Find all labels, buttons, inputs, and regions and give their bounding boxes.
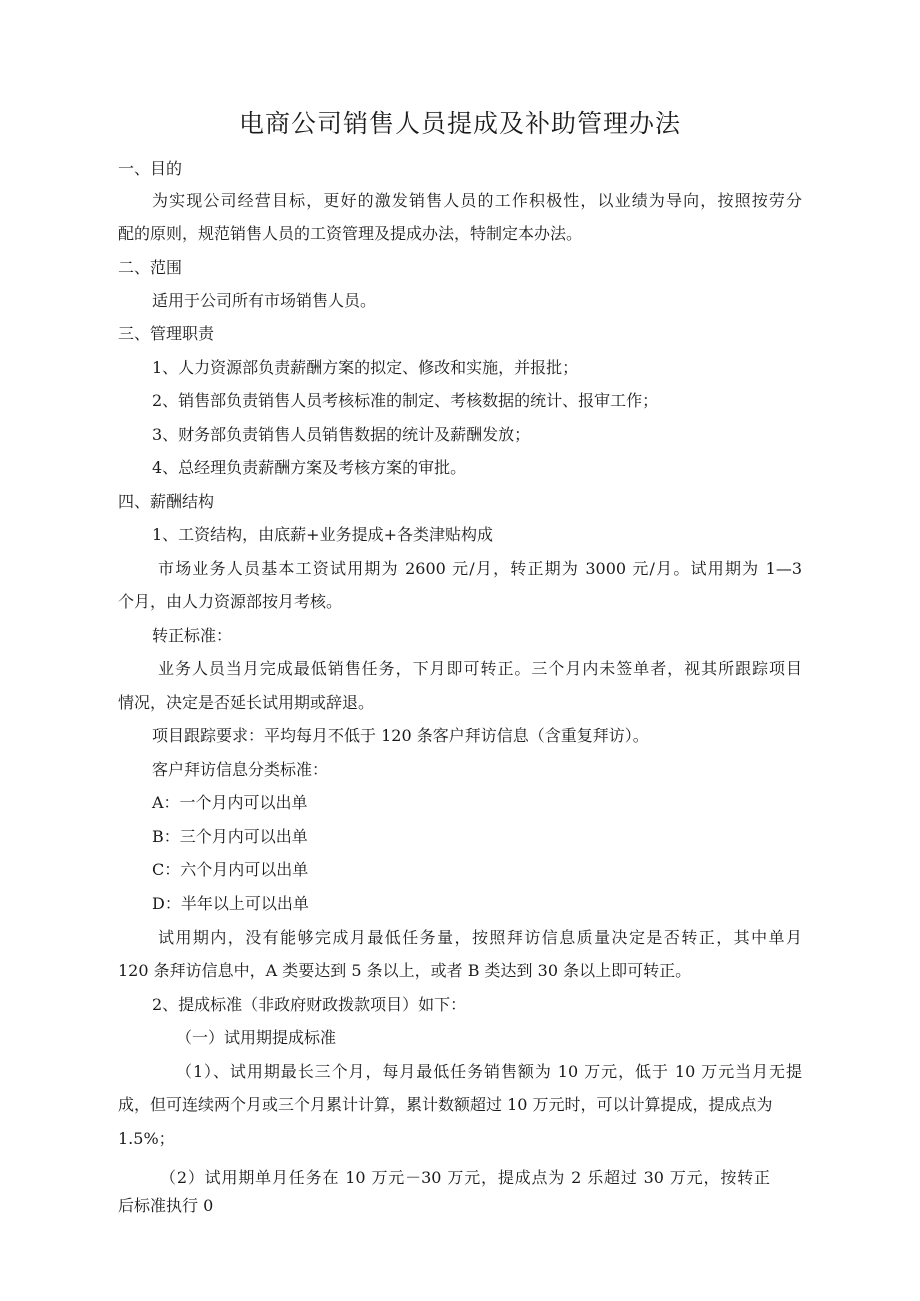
rule-1-line-1: （1）、试用期最长三个月，每月最低任务销售额为 10 万元，低于 10 万元当月无提 [176,1062,802,1081]
scope-paragraph: 适用于公司所有市场销售人员。 [152,291,377,310]
trial-commission-heading: （一）试用期提成标准 [176,1028,337,1047]
class-item-d: D：半年以上可以出单 [152,894,309,913]
section-heading-purpose: 一、目的 [118,159,183,178]
duty-item-3: 3、财务部负责销售人员销售数据的统计及薪酬发放； [152,425,531,444]
rule-2-line-1: （2）试用期单月任务在 10 万元－30 万元，提成点为 2 乐超过 30 万元，按转正 [160,1168,770,1187]
base-salary-line-1: 市场业务人员基本工资试用期为 2600 元/月，转正期为 3000 元/月。试用期为 1—3 [158,559,802,578]
salary-structure: 1、工资结构，由底薪+业务提成+各类津贴构成 [152,525,493,544]
duty-item-4: 4、总经理负责薪酬方案及考核方案的审批。 [152,458,467,477]
purpose-paragraph-line-2: 配的原则，规范销售人员的工资管理及提成办法，特制定本办法。 [118,224,583,243]
tracking-requirement: 项目跟踪要求：平均每月不低于 120 条客户拜访信息（含重复拜访）。 [152,726,649,745]
document-title: 电商公司销售人员提成及补助管理办法 [238,109,681,138]
rule-1-line-3: 1.5%； [118,1129,175,1148]
class-item-c: C：六个月内可以出单 [152,860,309,879]
base-salary-line-2: 个月，由人力资源部按月考核。 [118,592,343,611]
regular-standard-label: 转正标准： [152,626,233,645]
class-item-b: B：三个月内可以出单 [152,827,308,846]
purpose-paragraph-line-1: 为实现公司经营目标，更好的激发销售人员的工作积极性，以业绩为导向，按照按劳分 [152,191,802,210]
trial-conversion-line-2: 120 条拜访信息中，A 类要达到 5 条以上，或者 B 类达到 30 条以上即可转正。 [118,961,692,980]
classification-label: 客户拜访信息分类标准： [152,760,329,779]
rule-2-line-2: 后标准执行 0 [118,1196,214,1215]
regular-standard-line-1: 业务人员当月完成最低销售任务，下月即可转正。三个月内未签单者，视其所跟踪项目 [158,659,802,678]
duty-item-2: 2、销售部负责销售人员考核标准的制定、考核数据的统计、报审工作； [152,391,659,410]
duty-item-1: 1、人力资源部负责薪酬方案的拟定、修改和实施，并报批； [152,358,579,377]
rule-1-line-2: 成，但可连续两个月或三个月累计计算，累计数额超过 10 万元时，可以计算提成，提成点为 [118,1095,773,1114]
section-heading-salary: 四、薪酬结构 [118,492,215,511]
section-heading-scope: 二、范围 [118,258,183,277]
section-heading-duties: 三、管理职责 [118,324,215,343]
commission-heading: 2、提成标准（非政府财政拨款项目）如下： [152,995,467,1014]
class-item-a: A：一个月内可以出单 [152,793,308,812]
trial-conversion-line-1: 试用期内，没有能够完成月最低任务量，按照拜访信息质量决定是否转正，其中单月 [158,928,802,947]
regular-standard-line-2: 情况，决定是否延长试用期或辞退。 [118,693,375,712]
